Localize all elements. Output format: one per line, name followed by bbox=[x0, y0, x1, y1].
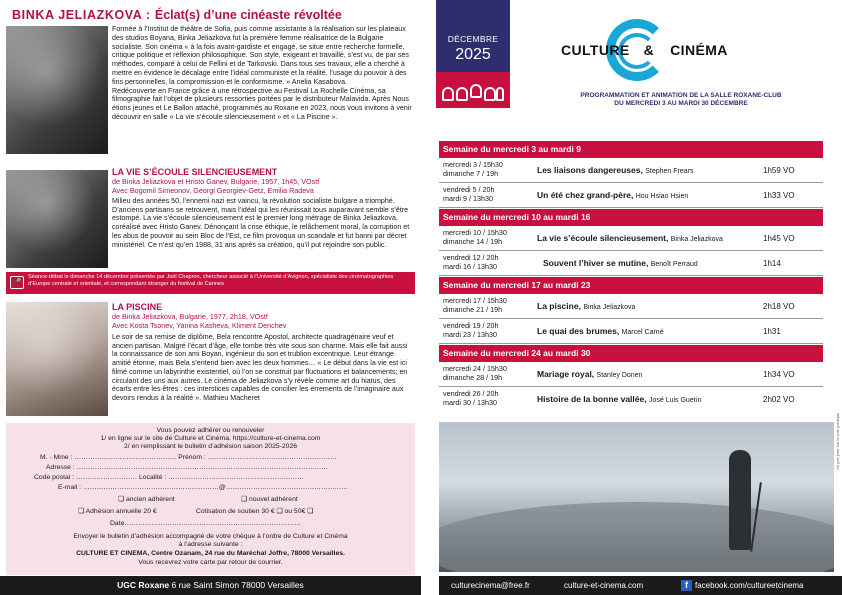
film-name: Le quai des brumes, bbox=[537, 326, 620, 336]
film1-credits: de Binka Jeliazkova et Hristo Ganev, Bulgarie, 1957, 1h45, VOstf bbox=[112, 177, 320, 186]
week-header: Semaine du mercredi 3 au mardi 9 bbox=[439, 141, 823, 158]
film-director: José Luis Guerin bbox=[648, 397, 702, 404]
facebook-url: facebook.com/cultureetcinema bbox=[695, 581, 804, 590]
screening-date: mardi 9 / 13h30 bbox=[443, 193, 493, 203]
film-duration: 2h02 VO bbox=[763, 395, 795, 404]
film-title bbox=[543, 258, 698, 268]
bio-subtitle: Éclat(s) d’une cinéaste révoltée bbox=[154, 8, 342, 22]
screening-date: vendredi 26 / 20h bbox=[443, 389, 499, 398]
year-label: 2025 bbox=[455, 46, 491, 63]
former-member-checkbox[interactable]: ❑ ancien adhérent bbox=[118, 496, 175, 503]
send-instructions: Envoyer le bulletin d’adhésion accompagné de votre chèque à l’ordre de Culture et Cinéma bbox=[73, 533, 348, 540]
address-field[interactable]: Adresse : ………………………………………………………………………………………………… bbox=[46, 464, 329, 471]
screening-date: mercredi 24 / 15h30 bbox=[443, 364, 507, 373]
screening-row bbox=[439, 184, 823, 208]
week-header: Semaine du mercredi 24 au mardi 30 bbox=[439, 345, 823, 362]
brand-culture: CULTURE bbox=[561, 42, 630, 58]
new-member-checkbox[interactable]: ❑ nouvel adhérent bbox=[241, 496, 298, 503]
film1-synopsis: Milieu des années 50, l’ennemi nazi est vaincu, la révolution socialiste bulgare a triomphé. D’anciens partisans se retrouvent, mais l’idéal qui les réunissait tous auparavant semble s’être estompé. La vie s’écoule silencieusement est le premier long métrage de Binka Jeliazkova, coréalisé avec Hristo Ganev. Dénonçant la crise éthique, le relâchement moral, la corruption et les abus de pouvoir au sein Bloc de l’Est, ce film provoqua un scandale et fut banni par décret ministériel. Ce n’est qu’en 1988, 31 ans après sa création, qu’il put rejoindre son public. bbox=[112, 197, 410, 249]
film-name: La piscine, bbox=[537, 301, 581, 311]
bio-text bbox=[112, 25, 414, 122]
screening-row bbox=[439, 252, 823, 276]
membership-paper: 2/ en remplissant le bulletin d’adhésion saison 2025-2026 bbox=[123, 443, 298, 450]
annual-fee-checkbox[interactable]: ❑ Adhésion annuelle 20 € bbox=[78, 508, 157, 515]
film2-still bbox=[6, 302, 108, 416]
screening-date: vendredi 19 / 20h bbox=[443, 321, 499, 330]
brand-logo bbox=[561, 42, 728, 58]
screening-date: mercredi 3 / 15h30 bbox=[443, 160, 503, 169]
screening-date: dimanche 14 / 19h bbox=[443, 236, 503, 246]
venue-footer bbox=[0, 576, 421, 595]
membership-form bbox=[6, 423, 415, 575]
screening-date: dimanche 7 / 19h bbox=[443, 168, 499, 178]
venue-name: UGC Roxane bbox=[117, 580, 170, 590]
film-title bbox=[537, 165, 693, 175]
contact-email[interactable]: culturecinema@free.fr bbox=[451, 581, 530, 590]
film-name: Un été chez grand-père, bbox=[537, 190, 634, 200]
film2-synopsis: Le soir de sa remise de diplôme, Bela rencontre Apostol, architecte quadragénaire veuf et ancien partisan. Malgré l’écart d’âge, elle tombe très vite sous son charme. Mais elle fait aussi la connaissance de son ami Boyan, ingénieur du son et trublion excentrique. Leur étrange amitié étonne, mais Bela s’entend bien avec les deux hommes… « Le début dans la vie est ici filmé comme un labyrinthe existentiel, où l’on se construit par fluctuations et balancements; en circulant des uns aux autres. Le cinéma de Jeliazkova s’y révèle comme art du hiatus, des écarts entre les êtres : ces interstices capables de concilier les errements de l’imaginaire aux devoirs rendus à la réalité ». Mathieu Macheret bbox=[112, 333, 408, 402]
microphone-icon: 🎤 bbox=[10, 276, 24, 289]
screening-date: vendredi 12 / 20h bbox=[443, 253, 499, 262]
week-header: Semaine du mercredi 17 au mardi 23 bbox=[439, 277, 823, 294]
film1-cast: Avec Bogomil Simeonov, Georgi Georgiev-Getz, Emilia Radeva bbox=[112, 186, 314, 195]
people-icon bbox=[436, 72, 510, 108]
film-director: Stanley Donen bbox=[596, 372, 643, 379]
screening-date: mercredi 10 / 15h30 bbox=[443, 228, 507, 237]
film-title bbox=[537, 326, 664, 336]
film-director: Marcel Carné bbox=[621, 329, 664, 336]
film2-credits: de Binka Jeliazkova, Bulgarie, 1977, 2h18, VOstf bbox=[112, 312, 268, 321]
screening-date: mardi 30 / 13h30 bbox=[443, 397, 497, 407]
film-duration: 1h31 bbox=[763, 327, 781, 336]
screening-date: mardi 23 / 13h30 bbox=[443, 329, 497, 339]
screening-row bbox=[439, 388, 823, 412]
website-link[interactable]: culture-et-cinema.com bbox=[564, 581, 644, 590]
bio-paragraph: Formée à l’Institut de théâtre de Sofia, puis comme assistante à la réalisation sur les plateaux des studios Boyana, Binka Jeliazkova fut la première femme réalisatrice de la Bulgarie socialiste. Son cinéma « à la fois avant-gardiste et engagé, se situe entre recherche formelle, critique politique et réflexion philosophique. Son style, exigeant et travaillé, s’est vu, de par ses méthodes, comparé à celui de Fellini et de Tarkovski. Dans tous ses travaux, elle a cherché à mettre en évidence le décalage entre l’idéal communiste et la réalité, l’usage du pouvoir à des fins personnelles, la compromission et le conformisme. » Anelia Kasabova. bbox=[112, 25, 409, 86]
bio-paragraph: Redécouverte en France grâce à une rétrospective au Festival La Rochelle Cinéma, sa filmographie fait l’objet de plusieurs ressorties portées par le distributeur Malavida. Après Nous étions jeunes et Le Ballon attaché, programmés au Roxane en 2023, nous vous invitons à venir découvrir en salle « La vie s’écoule silencieusement » et « La Piscine ». bbox=[112, 86, 412, 121]
film-title bbox=[537, 369, 642, 379]
film-duration: 1h59 VO bbox=[763, 166, 795, 175]
film1-still bbox=[6, 170, 108, 268]
film-title bbox=[537, 190, 688, 200]
brand-cinema: CINÉMA bbox=[670, 42, 728, 58]
postcode-field[interactable]: Code postal : ……………………… Localité : …………………………………………………… bbox=[34, 474, 305, 481]
film-title bbox=[537, 394, 702, 404]
film-director: Benoît Perraud bbox=[650, 261, 698, 268]
director-photo bbox=[6, 26, 108, 154]
brand-ampersand: & bbox=[643, 42, 655, 58]
film-duration: 1h33 VO bbox=[763, 191, 795, 200]
venue-address: 6 rue Saint Simon 78000 Versailles bbox=[169, 580, 304, 590]
send-address: CULTURE ET CINEMA, Centre Ozanam, 24 rue du Maréchal Joffre, 78000 Versailles. bbox=[76, 550, 345, 557]
screening-date: dimanche 28 / 19h bbox=[443, 372, 503, 382]
film-name: Histoire de la bonne vallée, bbox=[537, 394, 647, 404]
screening-row bbox=[439, 159, 823, 183]
film2-cast: Avec Kosta Tsonev, Yanina Kasheva, Kliment Denchev bbox=[112, 321, 287, 330]
film-director: Hou Hsiao Hsien bbox=[635, 193, 689, 200]
facebook-icon: f bbox=[681, 580, 692, 591]
screening-date: mardi 16 / 13h30 bbox=[443, 261, 497, 271]
membership-intro: Vous pouvez adhérer ou renouveler bbox=[156, 427, 265, 434]
screening-row bbox=[439, 320, 823, 344]
side-note: Ne pas jeter sur la voie publique bbox=[835, 412, 840, 470]
month-label: DÉCEMBRE bbox=[447, 34, 499, 44]
right-page bbox=[421, 0, 842, 595]
date-block bbox=[436, 0, 510, 108]
date-field[interactable]: Date…………………………………………………………………… bbox=[110, 520, 302, 527]
support-fee-checkbox[interactable]: Cotisation de soutien 30 € ❑ ou 50€ ❑ bbox=[196, 508, 314, 515]
facebook-link[interactable] bbox=[681, 576, 804, 595]
programme-dates: DU MERCREDI 3 AU MARDI 30 DÉCEMBRE bbox=[614, 100, 748, 107]
screening-date: vendredi 5 / 20h bbox=[443, 185, 495, 194]
bio-header bbox=[12, 8, 342, 22]
send-address-label: à l’adresse suivante : bbox=[178, 541, 243, 548]
screening-date: mercredi 17 / 15h30 bbox=[443, 296, 507, 305]
screening-row bbox=[439, 295, 823, 319]
programme-heading bbox=[526, 92, 836, 108]
film-director: Binka Jeliazkova bbox=[670, 236, 723, 243]
film-title bbox=[537, 233, 723, 243]
screening-row bbox=[439, 227, 823, 251]
landscape-still bbox=[439, 422, 834, 572]
film-duration: 1h14 bbox=[763, 259, 781, 268]
contact-footer bbox=[439, 576, 842, 595]
film-duration: 2h18 VO bbox=[763, 302, 795, 311]
film-name: Les liaisons dangereuses, bbox=[537, 165, 643, 175]
membership-online[interactable]: 1/ en ligne sur le site de Culture et Cinéma. https://culture-et-cinema.com bbox=[100, 435, 321, 442]
film-director: Binka Jeliazkova bbox=[583, 304, 636, 311]
film2-title: LA PISCINE bbox=[112, 302, 163, 312]
film-name: Mariage royal, bbox=[537, 369, 595, 379]
film-name: La vie s’écoule silencieusement, bbox=[537, 233, 669, 243]
debate-text: Séance-débat le dimanche 14 décembre présentée par Joël Chapron, chercheur associé à l’Université d’Avignon, spécialiste des cinématographies d’Europe centrale et orientale, et correspondant étranger du festival de Cannes bbox=[28, 274, 394, 287]
film-duration: 1h45 VO bbox=[763, 234, 795, 243]
week-header: Semaine du mercredi 10 au mardi 16 bbox=[439, 209, 823, 226]
debate-banner bbox=[6, 272, 415, 294]
film-title bbox=[537, 301, 635, 311]
programme-title: PROGRAMMATION ET ANIMATION DE LA SALLE ROXANE-CLUB bbox=[580, 92, 782, 99]
film-name: Souvent l’hiver se mutine, bbox=[543, 258, 649, 268]
screening-row bbox=[439, 363, 823, 387]
film-duration: 1h34 VO bbox=[763, 370, 795, 379]
name-field[interactable]: M. - Mme : ……………………………………… Prénom : ………………………………………………… bbox=[40, 454, 337, 461]
screening-date: dimanche 21 / 19h bbox=[443, 304, 503, 314]
email-field[interactable]: E-mail : ……………………………………………………@……………………………………………… bbox=[58, 484, 349, 491]
director-name: BINKA JELIAZKOVA : bbox=[12, 8, 151, 22]
send-note: Vous recevrez votre carte par retour de courrier. bbox=[138, 559, 283, 566]
film1-title: LA VIE S’ÉCOULE SILENCIEUSEMENT bbox=[112, 167, 278, 177]
film-director: Stephen Frears bbox=[645, 168, 694, 175]
